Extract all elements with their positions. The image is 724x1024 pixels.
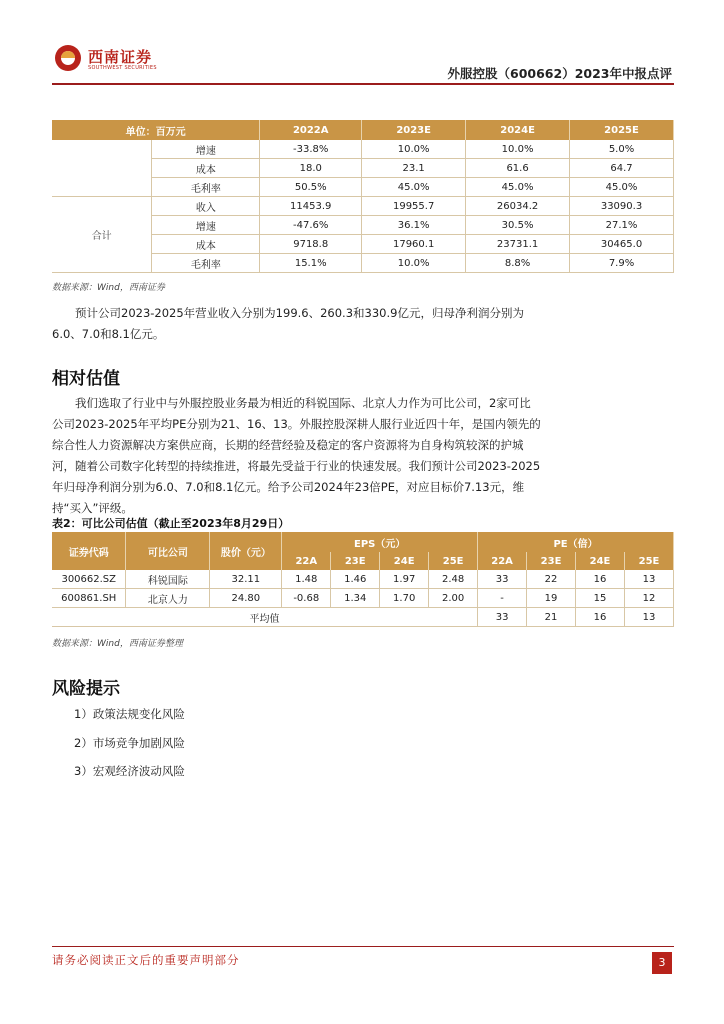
table-cell: -47.6%	[260, 216, 362, 235]
table2-caption: 表2：可比公司估值（截止至2023年8月29日）	[52, 517, 290, 530]
table-cell: 30465.0	[570, 235, 674, 254]
table-cell: 13	[624, 570, 673, 589]
comparable-valuation-table	[52, 532, 674, 627]
table-cell: 10.0%	[362, 140, 466, 159]
code-header: 证券代码	[52, 532, 126, 570]
pe-header: PE（倍）	[478, 532, 674, 552]
risk-item: 1）政策法规变化风险	[74, 707, 185, 721]
table-cell: 45.0%	[466, 178, 570, 197]
table-cell: 10.0%	[362, 254, 466, 273]
table-cell: 1.97	[380, 570, 429, 589]
table-cell: 16	[576, 608, 625, 627]
year-header: 23E	[331, 552, 380, 570]
row-label: 毛利率	[152, 254, 260, 273]
table-cell: 北京人力	[126, 589, 210, 608]
year-header: 24E	[576, 552, 625, 570]
header-divider	[52, 83, 674, 85]
logo-subtext: SOUTHWEST SECURITIES	[88, 65, 157, 71]
price-header: 股价（元）	[210, 532, 282, 570]
table-cell: 8.8%	[466, 254, 570, 273]
table-cell: 15	[576, 589, 625, 608]
year-header: 24E	[380, 552, 429, 570]
table-cell: 24.80	[210, 589, 282, 608]
group-label	[52, 140, 152, 197]
table-cell: 5.0%	[570, 140, 674, 159]
table-cell: 50.5%	[260, 178, 362, 197]
year-header: 25E	[429, 552, 478, 570]
report-title: 外服控股（600662）2023年中报点评	[447, 66, 672, 81]
table-cell: 45.0%	[570, 178, 674, 197]
year-header: 2022A	[260, 120, 362, 140]
table1-source: 数据来源：Wind，西南证券	[52, 283, 165, 293]
table-cell: 19955.7	[362, 197, 466, 216]
table-cell: 2.00	[429, 589, 478, 608]
table-cell: 7.9%	[570, 254, 674, 273]
table-cell: 11453.9	[260, 197, 362, 216]
company-header: 可比公司	[126, 532, 210, 570]
footer-divider	[52, 946, 674, 947]
table-cell: 36.1%	[362, 216, 466, 235]
year-header: 22A	[478, 552, 527, 570]
risk-item: 2）市场竞争加剧风险	[74, 736, 185, 750]
table-cell: 300662.SZ	[52, 570, 126, 589]
page-number: 3	[652, 952, 672, 974]
table-cell: 科锐国际	[126, 570, 210, 589]
table-cell: 2.48	[429, 570, 478, 589]
table-cell: 18.0	[260, 159, 362, 178]
table-cell: 17960.1	[362, 235, 466, 254]
group-label: 合计	[52, 197, 152, 273]
table-cell: 26034.2	[466, 197, 570, 216]
table-cell: -33.8%	[260, 140, 362, 159]
year-header: 2023E	[362, 120, 466, 140]
year-header: 2025E	[570, 120, 674, 140]
valuation-paragraph: 我们选取了行业中与外服控股业务最为相近的科锐国际、北京人力作为可比公司，2家可比公司2023-2025年平均PE分别为21、16、13。外服控股深耕人服行业近四十年，是国内领先的综合性人力资源解决方案供应商，长期的经营经验及稳定的客户资源将为自身构筑较深的护城河，随着公司数字化转型的持续推进，将最先受益于行业的快速发展。我们预计公司2023-2025年归母净利润分别为6.0、7.0和8.1亿元。给予公司2024年23倍PE，对应目标价7.13元，维持“买入”评级。	[52, 396, 541, 515]
table-cell: 32.11	[210, 570, 282, 589]
table-cell: 33090.3	[570, 197, 674, 216]
table-cell: 33	[478, 570, 527, 589]
table-cell: 19	[527, 589, 576, 608]
forecast-paragraph: 预计公司2023-2025年营业收入分别为199.6、260.3和330.9亿元，归母净利润分别为6.0、7.0和8.1亿元。	[52, 306, 524, 341]
table-cell: 9718.8	[260, 235, 362, 254]
table-cell: 22	[527, 570, 576, 589]
row-label: 增速	[152, 216, 260, 235]
table-cell: 15.1%	[260, 254, 362, 273]
table-cell: 1.46	[331, 570, 380, 589]
revenue-forecast-table	[52, 120, 674, 273]
table-cell: 1.34	[331, 589, 380, 608]
table-cell: 13	[624, 608, 673, 627]
year-header: 2024E	[466, 120, 570, 140]
table-cell: 21	[527, 608, 576, 627]
table-row	[52, 197, 674, 216]
table-row	[52, 140, 674, 159]
row-label: 收入	[152, 197, 260, 216]
table-cell: 45.0%	[362, 178, 466, 197]
row-label: 成本	[152, 235, 260, 254]
table-cell: 10.0%	[466, 140, 570, 159]
table2-source: 数据来源：Wind，西南证券整理	[52, 639, 183, 649]
row-label: 增速	[152, 140, 260, 159]
table-cell: 61.6	[466, 159, 570, 178]
company-logo-icon	[54, 44, 82, 72]
average-label: 平均值	[52, 608, 478, 627]
footer-notice: 请务必阅读正文后的重要声明部分	[52, 953, 240, 967]
table-row	[52, 570, 674, 589]
risk-item: 3）宏观经济波动风险	[74, 764, 185, 778]
eps-header: EPS（元）	[282, 532, 478, 552]
table-cell: 30.5%	[466, 216, 570, 235]
table-cell: 23731.1	[466, 235, 570, 254]
table-cell: 12	[624, 589, 673, 608]
table-cell: 27.1%	[570, 216, 674, 235]
table-header-row	[52, 120, 674, 140]
table-row	[52, 589, 674, 608]
unit-header: 单位：百万元	[52, 120, 260, 140]
table-cell: 600861.SH	[52, 589, 126, 608]
table-cell: 1.48	[282, 570, 331, 589]
section-title-valuation: 相对估值	[52, 369, 120, 389]
row-label: 毛利率	[152, 178, 260, 197]
logo-text: 西南证券	[88, 48, 153, 66]
table-cell: -	[478, 589, 527, 608]
table-row-average	[52, 608, 674, 627]
table-header-row	[52, 532, 674, 552]
table-cell: 33	[478, 608, 527, 627]
year-header: 22A	[282, 552, 331, 570]
table-cell: 1.70	[380, 589, 429, 608]
section-title-risk: 风险提示	[52, 679, 120, 699]
year-header: 25E	[624, 552, 673, 570]
table-cell: 23.1	[362, 159, 466, 178]
table-cell: 16	[576, 570, 625, 589]
table-cell: 64.7	[570, 159, 674, 178]
table-cell: -0.68	[282, 589, 331, 608]
year-header: 23E	[527, 552, 576, 570]
row-label: 成本	[152, 159, 260, 178]
